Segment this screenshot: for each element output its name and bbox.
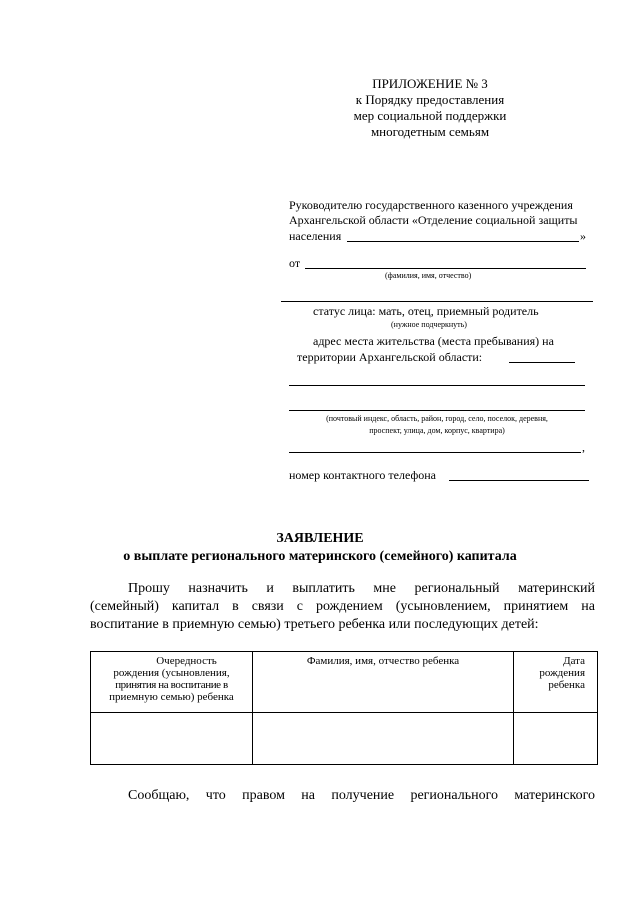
paragraph-line: Прошу назначить и выплатить мне региональный материнский	[128, 581, 595, 596]
paragraph-line: воспитание в приемную семью) третьего ребенка или последующих детей:	[90, 617, 539, 632]
addressee-line-prefix: населения	[289, 229, 342, 243]
table-cell[interactable]	[91, 713, 253, 765]
annex-title: ПРИЛОЖЕНИЕ № 3	[372, 76, 488, 91]
table-cell[interactable]	[514, 713, 598, 765]
address-field[interactable]	[289, 385, 585, 386]
full-name-field[interactable]	[305, 268, 586, 269]
status-hint: (нужное подчеркнуть)	[391, 320, 467, 329]
annex-line: к Порядку предоставления	[355, 92, 505, 107]
phone-field[interactable]	[449, 480, 589, 481]
children-table	[90, 651, 598, 765]
paragraph-line: Сообщаю, что правом на получение регионального материнского	[128, 788, 595, 803]
annex-line: многодетным семьям	[370, 124, 490, 139]
statement-paragraph	[90, 580, 595, 634]
quote-close: »	[580, 229, 586, 243]
annex-header	[330, 76, 530, 140]
annex-line: мер социальной поддержки	[353, 108, 507, 123]
address-hint: проспект, улица, дом, корпус, квартира)	[369, 426, 505, 435]
residence-label: территории Архангельской области:	[297, 350, 483, 364]
address-field[interactable]	[289, 452, 581, 453]
header-child-name: Фамилия, имя, отчество ребенка	[253, 652, 514, 713]
addressee-line: Руководителю государственного казенного учреждения	[289, 198, 573, 212]
table-row	[91, 713, 598, 765]
address-hint: (почтовый индекс, область, район, город, село, поселок, деревня,	[326, 414, 548, 423]
full-name-hint: (фамилия, имя, отчество)	[385, 271, 472, 280]
address-field[interactable]	[289, 410, 585, 411]
header-birth-order: Очередность рождения (усыновления, принятия на воспитание в приемную семью) ребенка	[91, 652, 253, 713]
statement-subtitle: о выплате регионального материнского (семейного) капитала	[123, 549, 517, 564]
from-label: от	[289, 256, 301, 270]
status-text: статус лица: мать, отец, приемный родитель	[313, 304, 539, 318]
line-field[interactable]	[281, 301, 593, 302]
addressee-line: Архангельской области «Отделение социальной защиты	[289, 213, 578, 227]
comma: ,	[582, 440, 585, 454]
header-birth-date: Дата рождения ребенка	[514, 652, 598, 713]
table-header-row	[91, 652, 598, 713]
footer-paragraph	[90, 787, 595, 805]
residence-label: адрес места жительства (места пребывания) на	[313, 334, 554, 348]
paragraph-line: (семейный) капитал в связи с рождением (усыновлением, принятием на	[90, 599, 595, 614]
institution-name-field[interactable]	[347, 241, 579, 242]
table-cell[interactable]	[253, 713, 514, 765]
residence-field[interactable]	[509, 362, 575, 363]
statement-title: ЗАЯВЛЕНИЕ	[276, 531, 364, 546]
phone-label: номер контактного телефона	[289, 468, 436, 482]
